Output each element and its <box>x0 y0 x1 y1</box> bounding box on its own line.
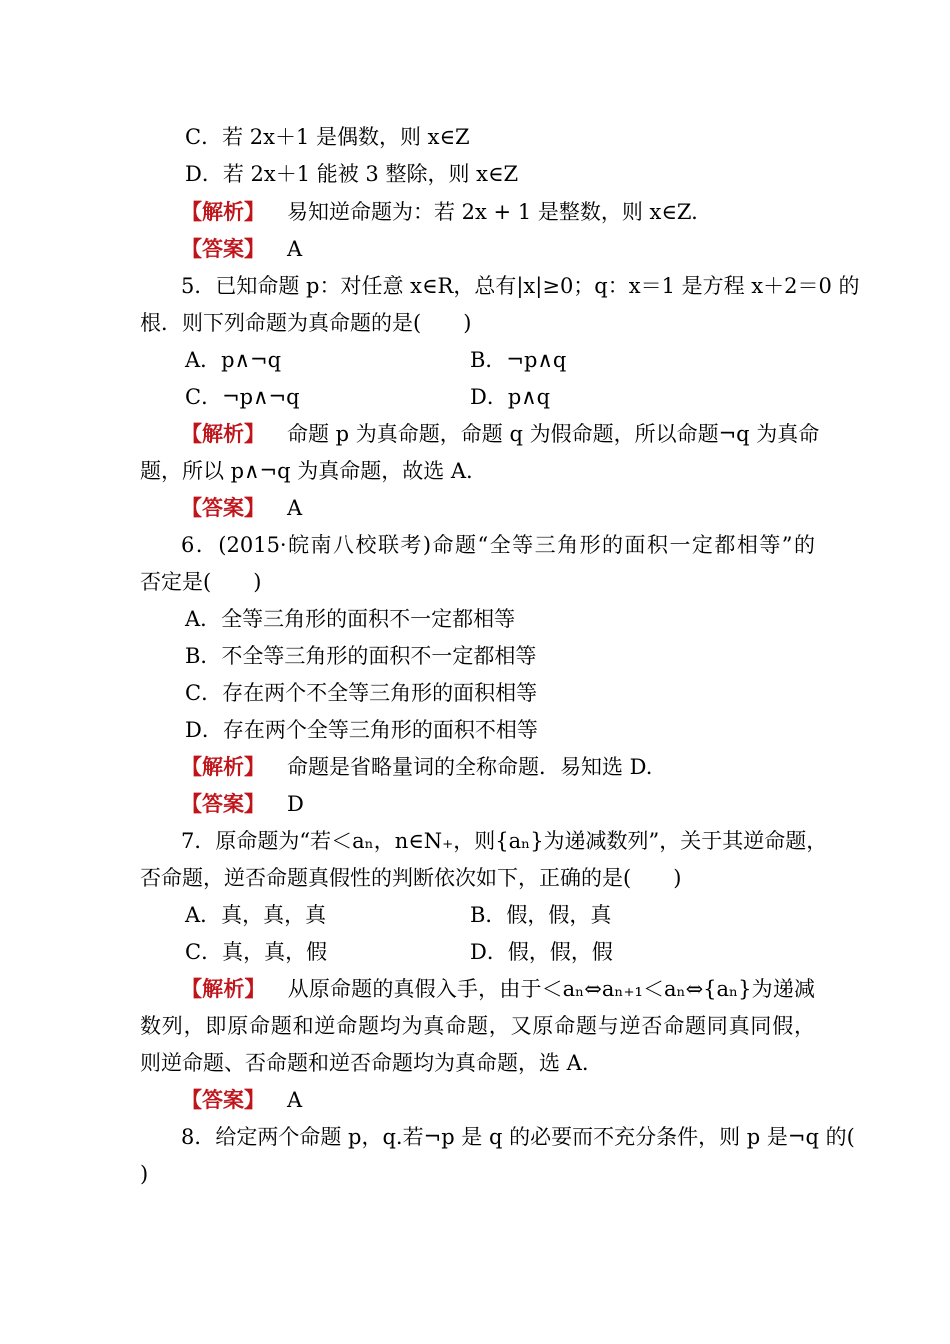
answer-tag: 【答案】 <box>181 236 265 261</box>
option-b-q5: B．¬p∧q <box>470 348 567 372</box>
analysis-q7-cont2: 则逆命题、否命题和逆否命题均为真命题，选 A. <box>140 1051 589 1075</box>
question-7: 7．原命题为“若＜aₙ，n∈N₊，则{aₙ}为递减数列”，关于其逆命题， <box>181 829 828 853</box>
option-a-q6: A．全等三角形的面积不一定都相等 <box>185 607 516 631</box>
analysis-tag: 【解析】 <box>181 421 265 446</box>
answer-q7: 【答案】 A <box>181 1087 303 1112</box>
option-d-q5: D．p∧q <box>470 385 551 409</box>
analysis-tag: 【解析】 <box>181 199 265 224</box>
analysis-q7: 【解析】 从原命题的真假入手，由于＜aₙ⇔aₙ₊₁＜aₙ⇔{aₙ}为递减 <box>181 976 815 1001</box>
option-d-q4: D．若 2x＋1 能被 3 整除，则 x∈Z <box>185 162 519 186</box>
option-d-q6: D．存在两个全等三角形的面积不相等 <box>185 718 538 742</box>
analysis-q4: 【解析】 易知逆命题为：若 2x + 1 是整数，则 x∈Z. <box>181 199 698 224</box>
question-8-cont: ) <box>140 1162 149 1186</box>
analysis-tag: 【解析】 <box>181 754 265 779</box>
question-8: 8．给定两个命题 p，q.若¬p 是 q 的必要而不充分条件，则 p 是¬q 的( <box>181 1125 855 1149</box>
analysis-q6: 【解析】 命题是省略量词的全称命题．易知选 D. <box>181 754 653 779</box>
option-a-q5: A．p∧¬q <box>185 348 282 372</box>
option-c-q6: C．存在两个不全等三角形的面积相等 <box>185 681 538 705</box>
analysis-q7-cont: 数列，即原命题和逆命题均为真命题，又原命题与逆否命题同真同假， <box>140 1014 815 1038</box>
answer-q6: 【答案】 D <box>181 791 304 816</box>
option-c-q4: C．若 2x＋1 是偶数，则 x∈Z <box>185 125 470 149</box>
answer-q4: 【答案】 A <box>181 236 303 261</box>
question-5: 5．已知命题 p：对任意 x∈R，总有|x|≥0；q：x＝1 是方程 x＋2＝0 的 <box>181 274 860 298</box>
option-c-q7: C．真，真，假 <box>185 940 328 964</box>
question-6: 6．(2015·皖南八校联考)命题“全等三角形的面积一定都相等”的 <box>181 533 815 557</box>
analysis-tag: 【解析】 <box>181 976 266 1001</box>
answer-tag: 【答案】 <box>181 1087 265 1112</box>
question-6-cont: 否定是( ) <box>140 570 262 594</box>
question-5-cont: 根．则下列命题为真命题的是( ) <box>140 311 472 335</box>
analysis-q5: 【解析】 命题 p 为真命题，命题 q 为假命题，所以命题¬q 为真命 <box>181 421 820 446</box>
answer-q5: 【答案】 A <box>181 495 303 520</box>
option-d-q7: D．假，假，假 <box>470 940 613 964</box>
answer-tag: 【答案】 <box>181 495 265 520</box>
option-b-q6: B．不全等三角形的面积不一定都相等 <box>185 644 537 668</box>
option-b-q7: B．假，假，真 <box>470 903 612 927</box>
option-c-q5: C．¬p∧¬q <box>185 385 300 409</box>
analysis-q5-cont: 题，所以 p∧¬q 为真命题，故选 A. <box>140 459 473 483</box>
answer-tag: 【答案】 <box>181 791 265 816</box>
option-a-q7: A．真，真，真 <box>185 903 327 927</box>
question-7-cont: 否命题，逆否命题真假性的判断依次如下，正确的是( ) <box>140 866 682 890</box>
